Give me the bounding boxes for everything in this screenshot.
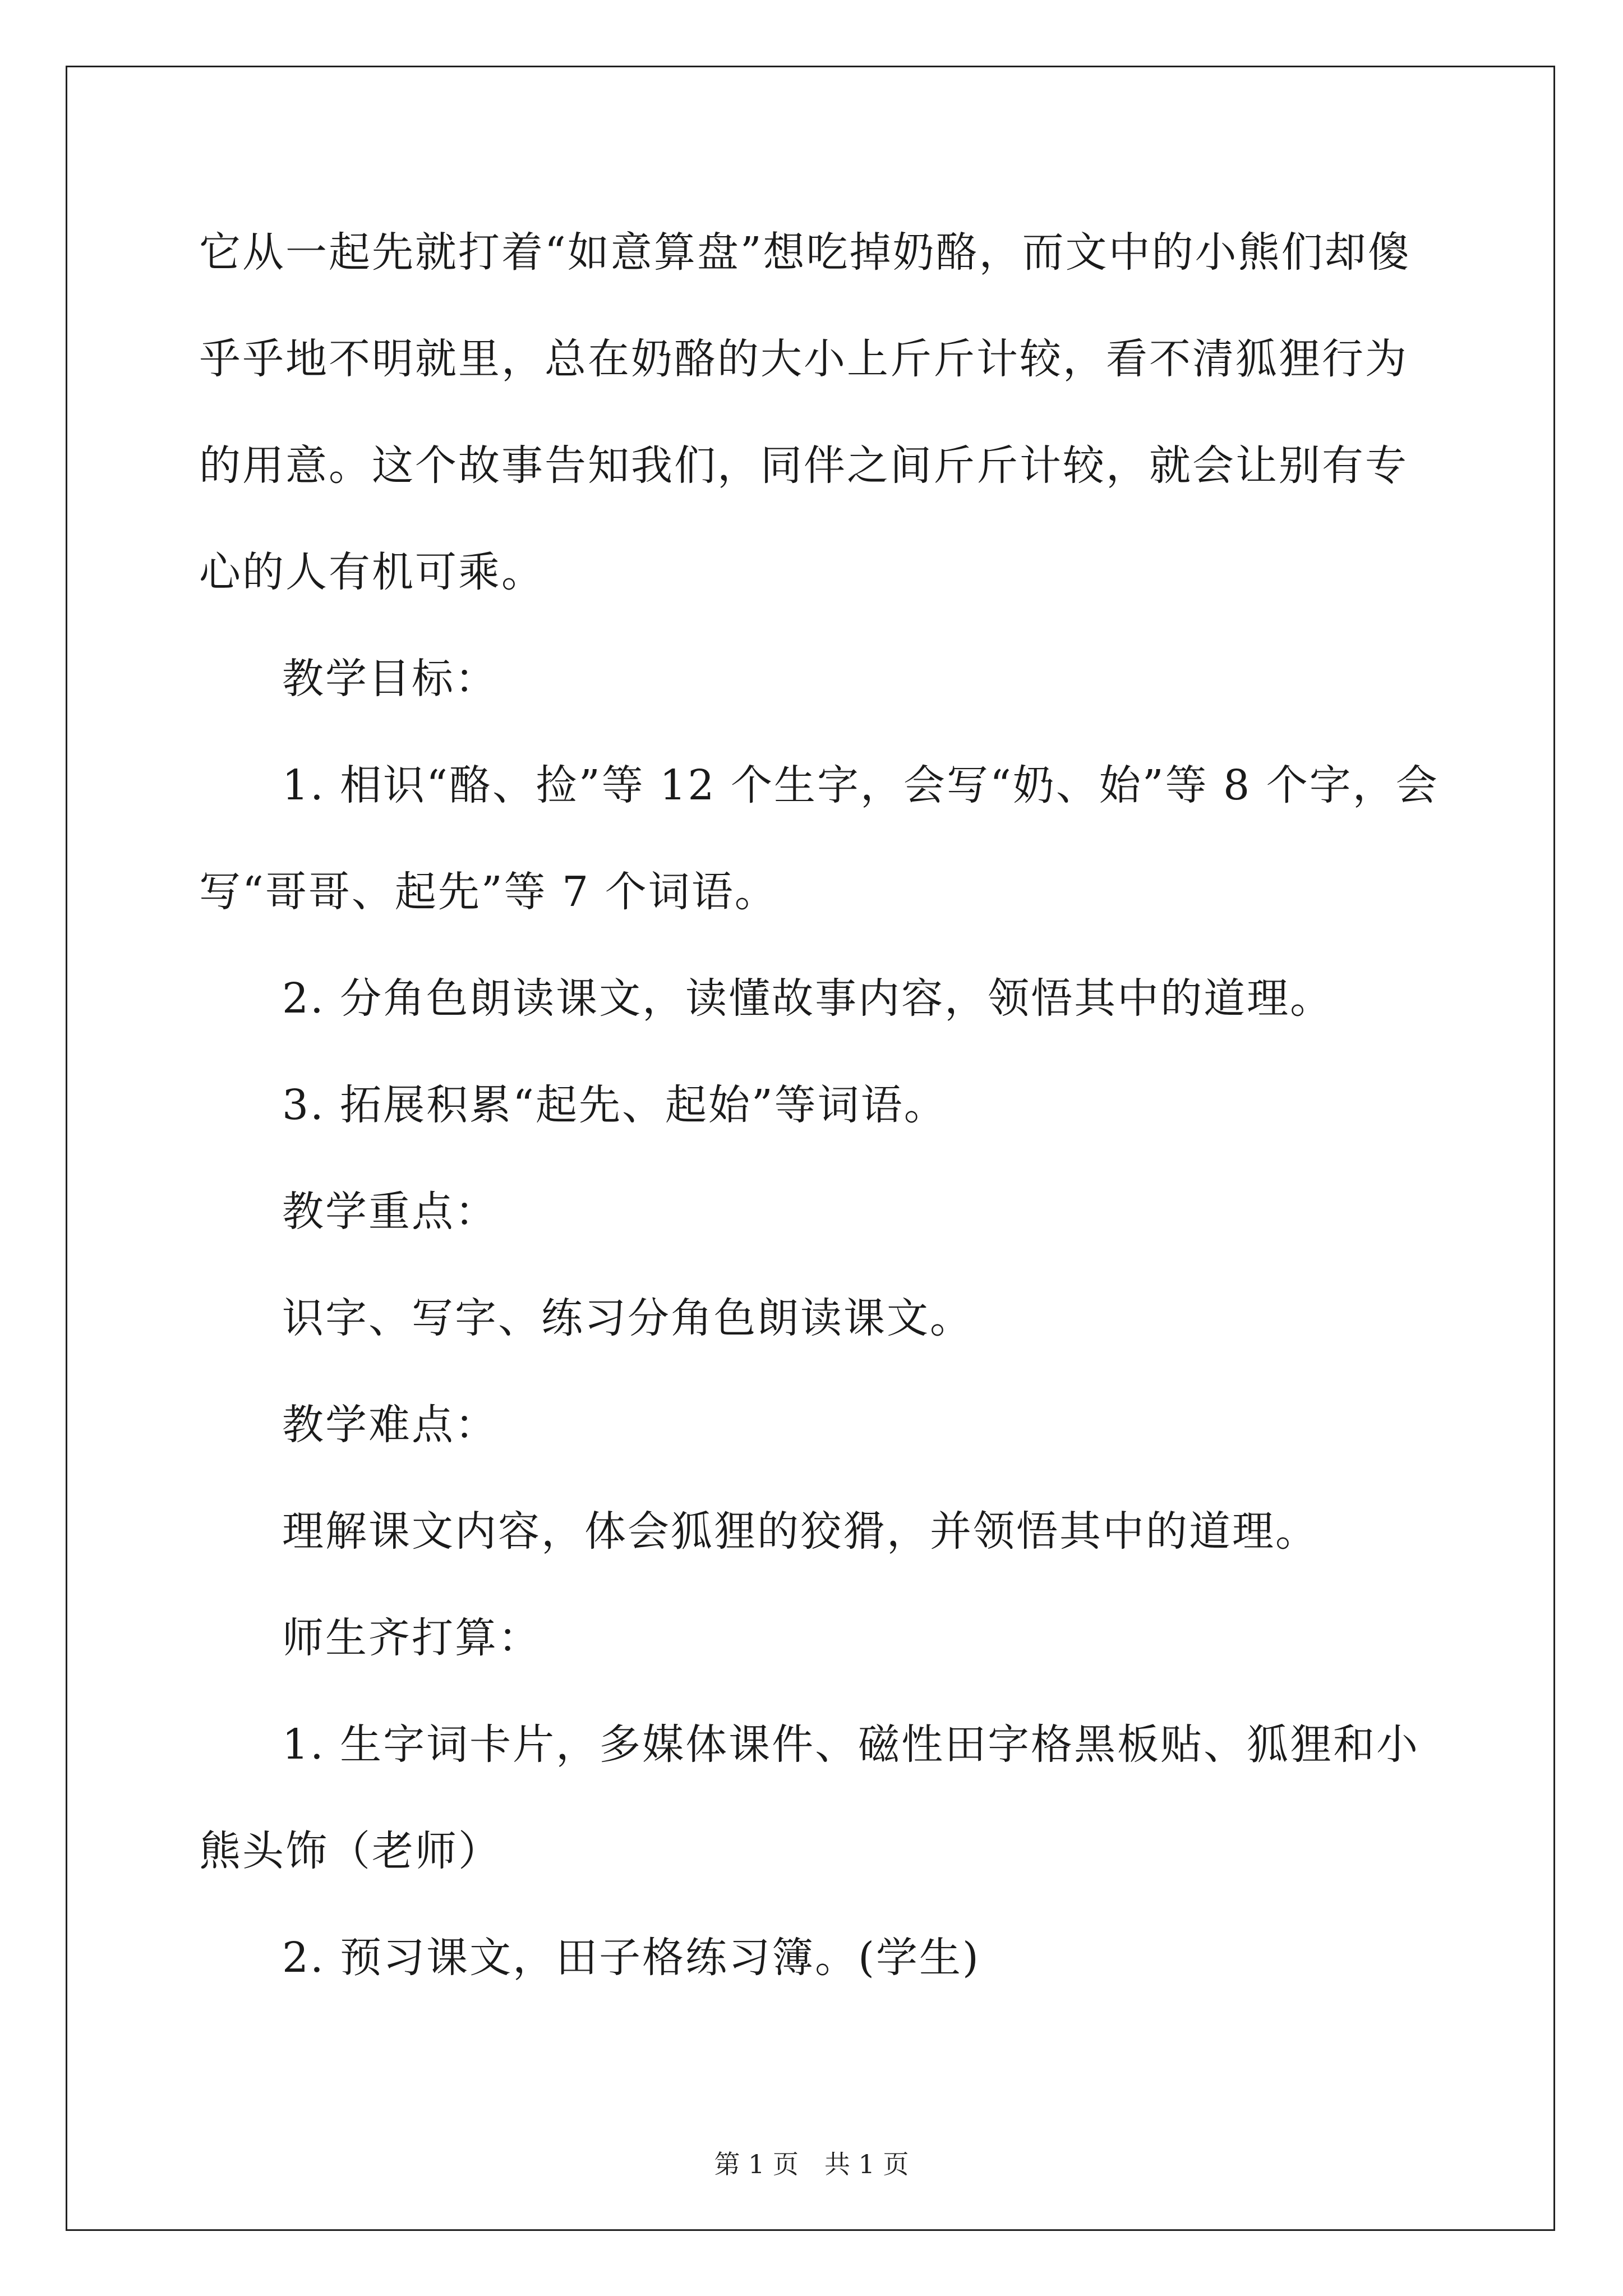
paragraph-intro: 它从一起先就打着“如意算盘”想吃掉奶酪，而文中的小熊们却傻乎乎地不明就里，总在奶酪的大小上斤斤计较，看不清狐狸行为的用意。这个故事告知我们，同伴之间斤斤计较，就会让别有专心的人有机可乘。 bbox=[199, 228, 1411, 596]
goal-item-1: 1. 相识“酪、捡”等 12 个生字，会写“奶、始”等 8 个字，会写“哥哥、起先”等 7 个词语。 bbox=[199, 761, 1439, 916]
goal-item-3: 3. 拓展积累“起先、起始”等词语。 bbox=[282, 1081, 947, 1129]
preparation-item-1: 1. 生字词卡片，多媒体课件、磁性田字格黑板贴、狐狸和小熊头饰（老师） bbox=[199, 1720, 1420, 1875]
heading-key-points: 教学重点： bbox=[282, 1188, 498, 1236]
preparation-item-2: 2. 预习课文，田子格练习簿。(学生) bbox=[282, 1934, 980, 1982]
heading-teaching-goals: 教学目标： bbox=[282, 655, 498, 703]
page-footer: 第 1 页 共 1 页 bbox=[714, 2149, 909, 2179]
heading-difficulties: 教学难点： bbox=[282, 1401, 498, 1449]
key-points-text: 识字、写字、练习分角色朗读课文。 bbox=[282, 1294, 973, 1342]
document-body bbox=[199, 199, 1444, 2011]
difficulties-text: 理解课文内容，体会狐狸的狡猾，并领悟其中的道理。 bbox=[282, 1507, 1318, 1556]
goal-item-2: 2. 分角色朗读课文，读懂故事内容，领悟其中的道理。 bbox=[282, 974, 1334, 1023]
heading-preparation: 师生齐打算： bbox=[282, 1614, 541, 1662]
